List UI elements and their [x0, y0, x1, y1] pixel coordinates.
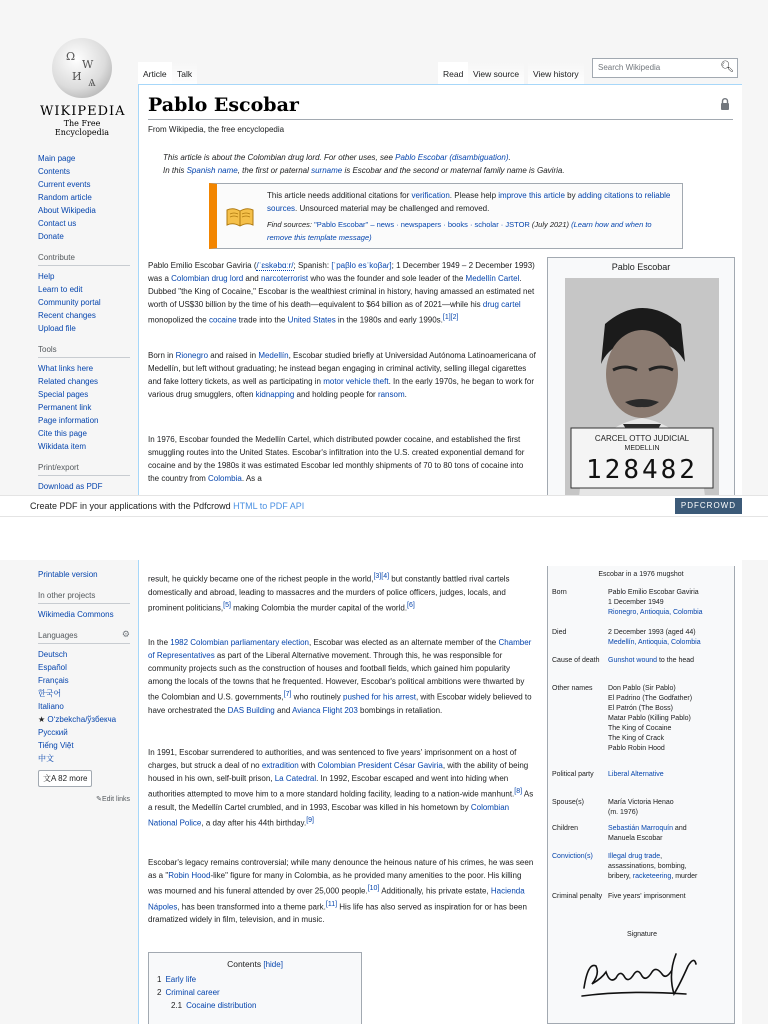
kidnapping-link[interactable]: kidnapping — [255, 390, 295, 399]
more-languages-button[interactable] — [38, 770, 92, 787]
sidebar-heading-languages — [38, 629, 130, 644]
reference-link[interactable]: [3][4] — [373, 573, 390, 580]
notice-date: (July 2021) — [529, 220, 570, 229]
toc-link[interactable]: Criminal career — [165, 988, 220, 997]
para-text: Pablo Emilio Escobar Gaviria ( — [148, 261, 257, 270]
para-text: , has been transformed into a theme park. — [177, 902, 326, 912]
sidebar-continued — [38, 568, 138, 806]
notice-text: . Please help — [449, 191, 499, 200]
child-name: Manuela Escobar — [608, 835, 663, 842]
intro-paragraph-1 — [148, 259, 536, 327]
la-catedral-link[interactable]: La Catedral — [274, 774, 317, 783]
para-text: result, he quickly became one of the richest people in the world, — [148, 574, 374, 584]
language-link[interactable]: Français — [38, 676, 69, 685]
toc-title: Contents — [227, 959, 262, 969]
sidebar-item-cite-this-page[interactable]: Cite this page — [38, 429, 87, 438]
disambiguation-link[interactable]: Pablo Escobar (disambiguation) — [395, 153, 509, 162]
row-value — [608, 656, 730, 666]
sidebar-item-upload-file[interactable]: Upload file — [38, 324, 76, 333]
reference-link[interactable]: [8] — [514, 788, 523, 795]
intro-paragraph-2 — [148, 349, 536, 401]
birth-date: 1 December 1949 — [608, 599, 664, 606]
signature-image[interactable] — [576, 944, 706, 1004]
sidebar-nav — [38, 152, 138, 493]
cesar-gaviria-link[interactable]: Colombian President César Gaviria — [317, 761, 443, 770]
reference-link[interactable]: [6] — [407, 601, 415, 609]
search-icon[interactable]: 🔍︎ — [720, 61, 734, 73]
sidebar-item-donate[interactable]: Donate — [38, 232, 64, 241]
para-text: Additionally, his private estate, — [379, 886, 491, 896]
sidebar-item-permanent-link[interactable]: Permanent link — [38, 403, 92, 412]
logo-wordmark: WIKIPEDIA — [40, 104, 126, 119]
gear-icon[interactable]: ⚙ — [121, 629, 130, 639]
pdf-banner — [0, 495, 768, 517]
para-text: , with the ability of being housed in his own, self-built prison, — [148, 761, 529, 783]
toc-hide-toggle[interactable]: [hide] — [263, 960, 283, 969]
vehicle-theft-link[interactable]: motor vehicle theft — [323, 377, 389, 386]
sidebar-heading-print: Print/export — [38, 461, 130, 476]
language-link[interactable]: 한국어 — [38, 689, 62, 698]
reference-link[interactable]: [7] — [283, 691, 292, 698]
para-text: ; 1 December 1949 – 2 December 1993) was a — [148, 261, 535, 283]
translate-icon: 文A — [43, 774, 59, 783]
extradition-link[interactable]: extradition — [261, 761, 299, 770]
language-link[interactable]: Italiano — [38, 702, 64, 711]
sidebar-item-download-pdf[interactable]: Download as PDF — [38, 482, 103, 491]
languages-label: Languages — [38, 631, 78, 640]
tab-view-source[interactable]: View source — [468, 62, 524, 88]
racketeering-link[interactable]: racketeering — [632, 873, 672, 880]
sidebar-heading-contribute: Contribute — [38, 251, 130, 266]
pencil-icon: ✎ — [96, 796, 102, 803]
intro-paragraph-5 — [148, 746, 536, 829]
row-value — [608, 798, 730, 818]
surname-link[interactable]: surname — [311, 166, 343, 175]
infobox-details — [547, 566, 735, 1024]
infobox-top — [547, 257, 735, 495]
hatnote-text: , the first or paternal — [237, 166, 312, 175]
sidebar-item-special-pages[interactable]: Special pages — [38, 390, 89, 399]
conviction-text: , murder — [671, 873, 698, 880]
intro-paragraph-3 — [148, 433, 536, 485]
hatnote-text: . — [508, 153, 511, 162]
para-text: . Dubbed "the King of Cocaine," Escobar is the wealthiest criminal in history, having amassed an estimated net worth of US$30 billion by the time of his death—equivalent to $64 billion as of 2021—while his — [148, 274, 535, 309]
infobox-title: Pablo Escobar — [611, 262, 671, 272]
pdf-page-2 — [0, 560, 768, 1024]
para-text: trade into the — [236, 315, 288, 325]
pdfcrowd-badge[interactable]: PDFCROWD — [675, 498, 742, 514]
hatnote-text: is Escobar and the second or maternal family name is Gaviria. — [342, 166, 565, 175]
sidebar-item-related-changes[interactable]: Related changes — [38, 377, 99, 386]
spanish-name-link[interactable]: Spanish name — [186, 166, 238, 175]
para-text: with — [298, 761, 318, 770]
medellin-link[interactable]: Medellín — [258, 351, 289, 360]
edit-links-label: Edit links — [101, 796, 130, 803]
mugshot-placard-city: MEDELLIN — [624, 445, 660, 452]
alias: Don Pablo (Sir Pablo) — [608, 685, 676, 692]
title-divider — [148, 119, 733, 120]
alias: The King of Crack — [608, 735, 665, 742]
tab-read[interactable]: Read — [438, 62, 468, 88]
row-value — [608, 852, 730, 882]
intro-paragraph-3-continued — [148, 570, 536, 614]
para-text: . In the early 1970s, he began to work for various drug smugglers, often — [148, 377, 534, 399]
rionegro-link[interactable]: Rionegro — [175, 351, 209, 360]
toc-item[interactable] — [157, 999, 361, 1012]
sidebar-item-learn-to-edit[interactable]: Learn to edit — [38, 285, 83, 294]
para-text: In 1976, Escobar founded the Medellín Cartel, which distributed powder cocaine, and established the first smuggling routes into the United States. Escobar's infiltration into the U.S. created exponential demand for cocaine and by the 1980s it was estimated Escobar led monthly shipments of 70 to 80 tons of cocaine into the country from — [148, 435, 525, 483]
add-citations-link[interactable]: adding citations to reliable sources — [267, 191, 671, 213]
ipa-spanish-link[interactable]: [ˈpaβlo esˈkoβaɾ] — [331, 261, 392, 270]
reference-link[interactable]: [5] — [223, 601, 231, 609]
mugshot-image[interactable] — [565, 278, 719, 495]
row-label: Criminal penalty — [552, 893, 603, 900]
conviction-text: , — [660, 853, 663, 860]
sidebar-item-random-article[interactable]: Random article — [38, 193, 92, 202]
para-text: Escobar's legacy remains controversial; while many denounce the heinous nature of his crimes, he was seen as a " — [148, 858, 534, 880]
para-text: . — [404, 390, 407, 399]
sidebar-item-about[interactable]: About Wikipedia — [38, 206, 96, 215]
learn-remove-link[interactable]: (Learn how and when to remove this template message) — [267, 220, 652, 242]
image-caption: Escobar in a 1976 mugshot — [598, 571, 684, 578]
intro-paragraph-6 — [148, 856, 536, 926]
find-query-link[interactable]: "Pablo Escobar" — [312, 220, 369, 229]
row-value — [608, 588, 730, 618]
featured-star-icon: ★ — [38, 715, 48, 724]
conviction-text: assassinations, bombing, — [608, 863, 687, 870]
colombia-link[interactable]: Colombia — [208, 474, 242, 483]
para-text: and — [243, 274, 261, 283]
para-text: , Escobar studied briefly at Universidad Autónoma Latinoamericana of Medellín, but left without graduating; he instead began engaging in criminal activity, selling illegal cigarettes and fake lottery tickets, as well as participating in — [148, 351, 536, 386]
party-link[interactable]: Liberal Alternative — [608, 771, 664, 778]
find-source-links[interactable]: – news · newspapers · books · scholar · JSTOR — [368, 220, 530, 229]
language-link[interactable] — [38, 713, 138, 726]
reference-link[interactable]: [11] — [325, 900, 338, 908]
death-date: 2 December 1993 (aged 44) — [608, 629, 696, 636]
gunshot-wound-link[interactable]: Gunshot wound — [608, 657, 658, 664]
para-text: bombings in retaliation. — [357, 705, 443, 715]
sidebar-item-contents[interactable]: Contents — [38, 167, 71, 176]
hatnote-text: In this — [163, 166, 187, 175]
para-text: monopolized the — [148, 315, 209, 325]
sidebar-item-printable-version[interactable]: Printable version — [38, 570, 98, 579]
para-text: , Escobar was elected as an alternate member of the — [309, 638, 499, 647]
chamber-link[interactable]: Chamber of Representatives — [148, 638, 532, 660]
row-label: Died — [552, 629, 567, 636]
election-link[interactable]: 1982 Colombian parliamentary election — [170, 638, 309, 647]
alias: Pablo Robin Hood — [608, 745, 665, 752]
sidebar-item-page-information[interactable]: Page information — [38, 416, 99, 425]
more-languages-label: 82 more — [58, 774, 88, 783]
children-text: and — [672, 825, 687, 832]
cocaine-link[interactable]: cocaine — [208, 315, 237, 325]
language-link[interactable]: Deutsch — [38, 650, 68, 659]
language-link[interactable]: Español — [38, 663, 67, 672]
language-label: Oʻzbekcha/ўзбекча — [47, 715, 117, 724]
tab-view-history[interactable]: View history — [528, 62, 584, 88]
para-text: . In 1992, Escobar escaped and went into hiding when authorities attempted to move him to a more standard holding facility, leading to a nation-wide manhunt. — [148, 774, 515, 799]
sidebar-item-contact[interactable]: Contact us — [38, 219, 77, 228]
toc-link[interactable]: Early life — [165, 975, 197, 984]
marriage-year: (m. 1976) — [608, 809, 638, 816]
site-subtitle: From Wikipedia, the free encyclopedia — [148, 125, 285, 134]
reference-link[interactable]: [9] — [306, 816, 314, 824]
para-text: In 1991, Escobar surrendered to authorities, and was sentenced to five years' imprisonment on a host of charges, but struck a deal of no — [148, 748, 517, 770]
find-sources-label: Find sources: — [267, 220, 313, 229]
article-content-continued — [138, 560, 742, 1024]
born-name: Pablo Emilio Escobar Gaviria — [608, 589, 699, 596]
para-text: . As a — [241, 474, 262, 483]
language-link[interactable]: 中文 — [38, 754, 54, 763]
para-text: , a day after his 44th birthday. — [201, 818, 307, 828]
row-value — [608, 824, 730, 844]
para-text: His life has also served as inspiration for or has been dramatized widely in film, television, and in music. — [148, 902, 527, 925]
sidebar-item-current-events[interactable]: Current events — [38, 180, 91, 189]
sidebar-heading-other-projects: In other projects — [38, 589, 130, 604]
row-value — [608, 628, 730, 648]
sidebar-item-wikidata-item[interactable]: Wikidata item — [38, 442, 87, 451]
alias: El Padrino (The Godfather) — [608, 695, 693, 702]
drug-trade-link[interactable]: Illegal drug trade — [608, 853, 661, 860]
row-label: Other names — [552, 685, 593, 692]
sidebar-item-help[interactable]: Help — [38, 272, 55, 281]
tab-talk[interactable]: Talk — [172, 62, 197, 88]
row-label: Spouse(s) — [552, 799, 584, 806]
para-text: making Colombia the murder capital of the world. — [230, 603, 408, 613]
sidebar-item-recent-changes[interactable]: Recent changes — [38, 311, 96, 320]
para-text: in the 1980s and early 1990s. — [335, 315, 443, 325]
ransom-link[interactable]: ransom — [377, 390, 405, 399]
language-link[interactable]: Tiếng Việt — [38, 741, 74, 750]
para-text: Born in — [148, 351, 176, 360]
narcoterrorist-link[interactable]: narcoterrorist — [260, 274, 309, 283]
drug-lord-link[interactable]: Colombian drug lord — [171, 274, 244, 283]
notice-text: . Unsourced material may be challenged and removed. — [295, 204, 490, 213]
citation-notice — [209, 183, 683, 249]
toc-item[interactable] — [157, 973, 361, 986]
medellin-cartel-link[interactable]: Medellín Cartel — [465, 274, 520, 283]
article-content — [138, 84, 742, 495]
para-text: , with Escobar widely believed to have orchestrated the — [148, 692, 532, 715]
alias: Matar Pablo (Killing Pablo) — [608, 715, 691, 722]
alias: The King of Cocaine — [608, 725, 672, 732]
para-text: who was the founder and sole leader of the — [308, 274, 466, 283]
death-place-link[interactable]: Medellín, Antioquia, Colombia — [608, 639, 701, 646]
hatnote — [163, 151, 723, 177]
pdf-page-1 — [0, 0, 768, 495]
edit-links[interactable] — [38, 793, 138, 806]
language-link[interactable]: Русский — [38, 728, 68, 737]
spouse-name: María Victoria Henao — [608, 799, 674, 806]
para-text: As a result, the Medellín Cartel crumbled, and in 1993, Escobar was killed in his hometown by — [148, 789, 534, 812]
pdf-banner-text: Create PDF in your applications with the Pdfcrowd — [30, 501, 234, 511]
row-label: Born — [552, 589, 567, 596]
toc-number: 1 — [157, 975, 162, 984]
robin-hood-link[interactable]: Robin Hood — [168, 871, 211, 880]
row-label: Children — [552, 825, 579, 832]
row-label: Political party — [552, 771, 594, 778]
row-label: Cause of death — [552, 657, 600, 664]
toc-item[interactable] — [157, 986, 361, 999]
sidebar-heading-tools: Tools — [38, 343, 130, 358]
page-title: Pablo Escobar — [148, 94, 299, 116]
para-text: and raised in — [208, 351, 259, 360]
row-value — [608, 684, 730, 754]
tab-article[interactable]: Article — [138, 62, 172, 88]
mugshot-placard-text: CARCEL OTTO JUDICIAL — [594, 434, 690, 443]
convictions-link[interactable]: Conviction(s) — [552, 853, 593, 860]
sidebar-item-main-page[interactable]: Main page — [38, 154, 76, 163]
toc-number: 2.1 — [171, 1001, 183, 1010]
conviction-text: bribery, — [608, 873, 633, 880]
lock-icon[interactable] — [720, 98, 730, 110]
verification-link[interactable]: verification — [411, 191, 450, 200]
para-text: In the — [148, 638, 171, 647]
avianca-link[interactable]: Avianca Flight 203 — [292, 705, 358, 715]
html-to-pdf-api-link[interactable]: HTML to PDF API — [233, 501, 305, 511]
notice-text: This article needs additional citations for — [267, 191, 412, 200]
ipa-link[interactable]: /ˈɛskəbɑːr/ — [256, 261, 294, 270]
reference-link[interactable]: [1][2] — [442, 314, 459, 321]
para-text: -like" figure for many in Colombia, as he provided many amenities to the poor. His killing was mourned and his funeral attended by over 25,000 people. — [148, 871, 522, 896]
cause-text: to the head — [657, 657, 695, 664]
child-link[interactable]: Sebastián Marroquín — [608, 825, 673, 832]
intro-paragraph-4 — [148, 636, 536, 717]
birthplace-link[interactable]: Rionegro, Antioquia, Colombia — [608, 609, 703, 616]
signature-label: Signature — [627, 931, 657, 938]
book-icon — [225, 206, 255, 228]
logo-tagline: The Free Encyclopedia — [54, 119, 110, 137]
sidebar-item-community-portal[interactable]: Community portal — [38, 298, 101, 307]
wikipedia-logo[interactable] — [40, 38, 124, 137]
united-states-link[interactable]: United States — [287, 315, 336, 325]
row-value: Five years' imprisonment — [608, 893, 686, 900]
sidebar-item-wikimedia-commons[interactable]: Wikimedia Commons — [38, 610, 114, 619]
para-text: and — [274, 705, 293, 715]
notice-text: by — [564, 191, 578, 200]
mugshot-number: 128482 — [586, 455, 698, 485]
improve-article-link[interactable]: improve this article — [498, 191, 565, 200]
para-text: and holding people for — [294, 390, 378, 399]
para-text: ; Spanish: — [293, 261, 332, 270]
national-police-link[interactable]: Colombian National Police — [148, 802, 510, 828]
hacienda-napoles-link[interactable]: Hacienda Nápoles — [148, 886, 525, 912]
reference-link[interactable]: [10] — [367, 885, 380, 892]
para-text: who routinely — [291, 692, 344, 702]
hatnote-text: This article is about the Colombian drug lord. For other uses, see — [163, 153, 396, 162]
toc-number: 2 — [157, 988, 162, 997]
table-of-contents — [148, 952, 362, 1024]
para-text: but constantly battled rival cartels domestically and abroad, leading to massacres and the murders of police officers, judges, locals, and prominent politicians, — [148, 574, 510, 613]
arrest-link[interactable]: pushed for his arrest — [343, 692, 416, 702]
das-building-link[interactable]: DAS Building — [227, 705, 275, 715]
para-text: as part of the Liberal Alternative movement. Through this, he was responsible for community projects such as the construction of houses and football fields, which gained him popularity among the locals of the towns that he frequented. However, Escobar's political ambitions were thwarted by the Colombian and U.S. governments, — [148, 651, 525, 702]
search-input[interactable]: Search Wikipedia — [592, 58, 738, 78]
puzzle-globe-icon: Ω W И Ѧ — [52, 38, 112, 98]
row-value — [608, 770, 730, 780]
toc-link[interactable]: Cocaine distribution — [186, 1001, 257, 1010]
sidebar-item-what-links-here[interactable]: What links here — [38, 364, 94, 373]
drug-cartel-link[interactable]: drug cartel — [482, 300, 521, 309]
alias: El Patrón (The Boss) — [608, 705, 673, 712]
